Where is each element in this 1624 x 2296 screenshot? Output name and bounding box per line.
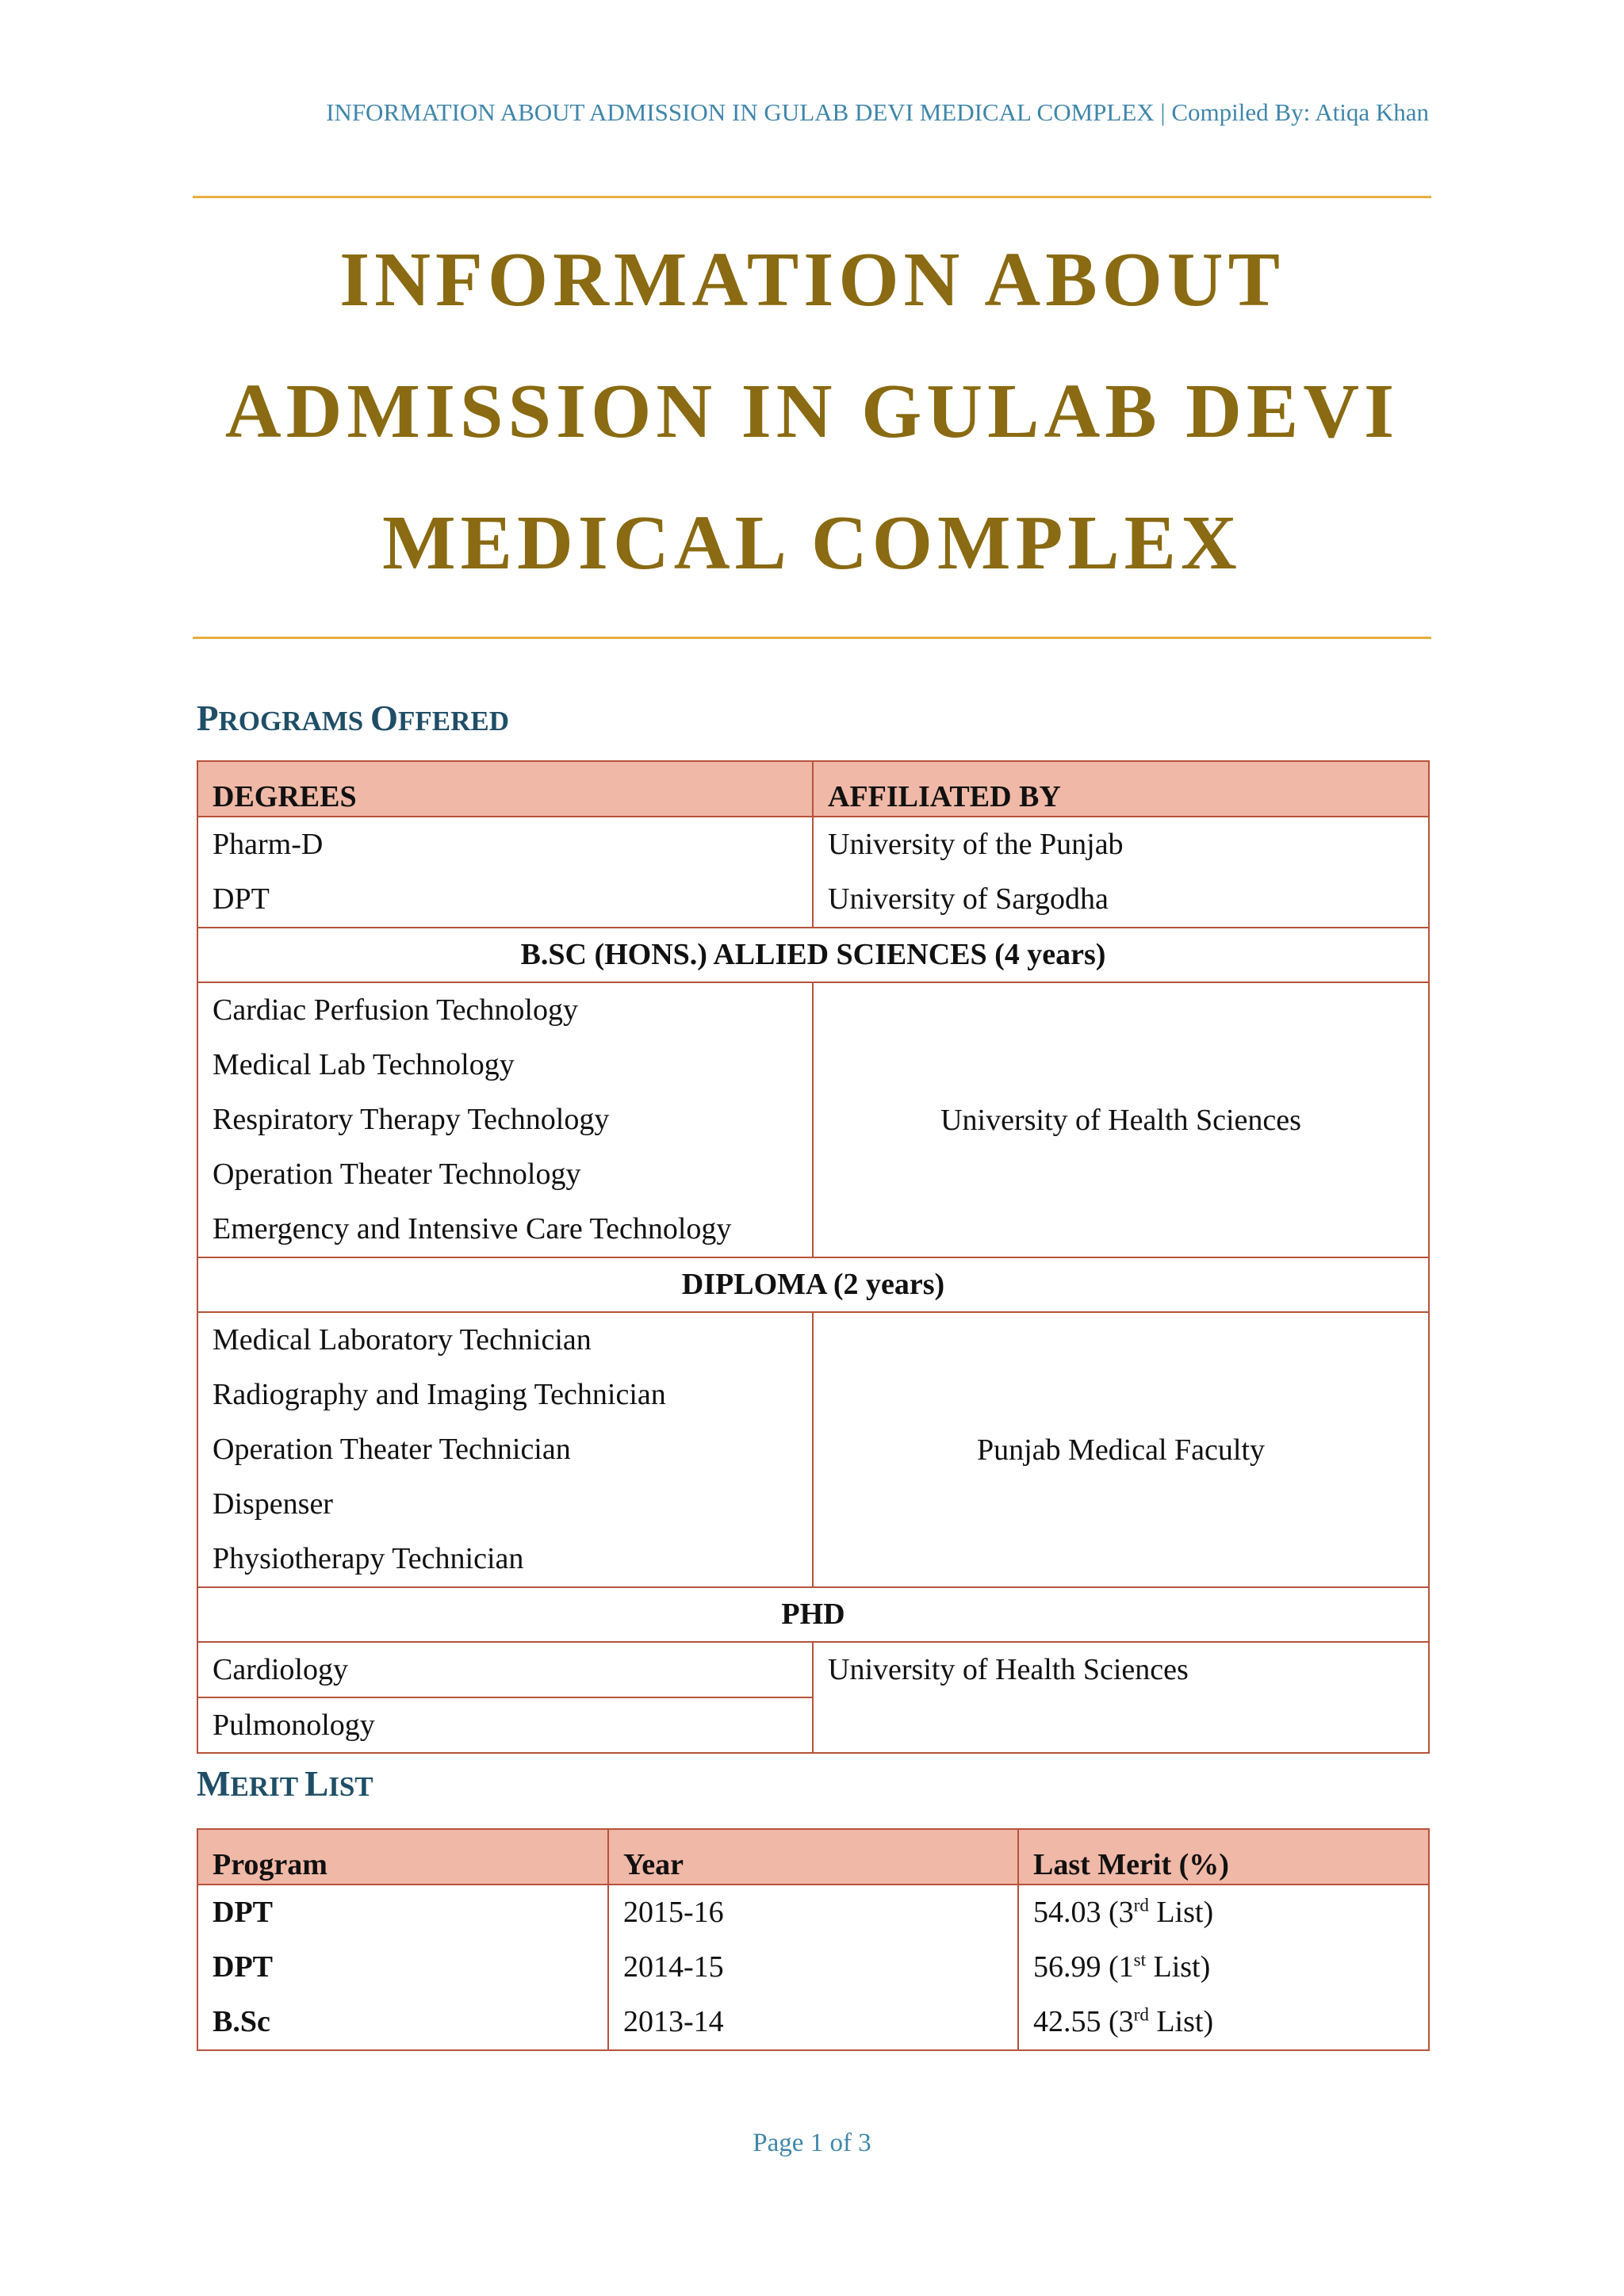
- list-item: Cardiology: [213, 1653, 348, 1686]
- programs-heading: PROGRAMS OFFERED: [197, 698, 510, 738]
- table-row: [197, 1312, 1429, 1587]
- phd-affiliation: University of Health Sciences: [828, 1653, 1189, 1686]
- merit-year: 2014-15: [623, 1950, 724, 1984]
- title-rule: [193, 637, 1431, 639]
- degree-name: Pharm-D: [213, 828, 324, 861]
- list-item: Respiratory Therapy Technology: [213, 1103, 610, 1136]
- list-item: Medical Lab Technology: [213, 1048, 515, 1081]
- list-item: Medical Laboratory Technician: [213, 1323, 592, 1357]
- merit-value: 54.03 (3rd List): [1033, 1895, 1214, 1929]
- bsc-heading: B.SC (HONS.) ALLIED SCIENCES (4 years): [197, 928, 1429, 982]
- list-item: Dispenser: [213, 1487, 333, 1521]
- merit-value: 42.55 (3rd List): [1033, 2004, 1214, 2038]
- col-header-degrees: DEGREES: [197, 761, 813, 817]
- merit-program: B.Sc: [213, 2005, 270, 2038]
- list-item: Cardiac Perfusion Technology: [213, 993, 578, 1027]
- col-header-affiliated: AFFILIATED BY: [813, 761, 1429, 817]
- col-header-program: Program: [197, 1829, 608, 1885]
- title-line-2: ADMISSION IN GULAB DEVI: [224, 369, 1400, 454]
- title-line-3: MEDICAL COMPLEX: [382, 500, 1242, 586]
- degree-affiliation: University of Sargodha: [828, 882, 1109, 916]
- programs-table: [197, 760, 1430, 1754]
- merit-table: [197, 1828, 1430, 2051]
- degree-affiliation: University of the Punjab: [828, 828, 1124, 861]
- table-row: [197, 982, 1429, 1257]
- title-line-1: INFORMATION ABOUT: [339, 237, 1285, 323]
- table-row: [197, 1642, 1429, 1753]
- col-header-merit: Last Merit (%): [1018, 1829, 1429, 1885]
- list-item: Operation Theater Technology: [213, 1158, 581, 1191]
- list-item: Physiotherapy Technician: [213, 1542, 524, 1575]
- col-header-year: Year: [608, 1829, 1018, 1885]
- merit-year: 2015-16: [623, 1896, 724, 1929]
- merit-value: 56.99 (1st List): [1033, 1950, 1211, 1984]
- page-number: Page 1 of 3: [753, 2129, 871, 2157]
- list-item: Operation Theater Technician: [213, 1433, 571, 1466]
- merit-year: 2013-14: [623, 2005, 724, 2038]
- diploma-heading: DIPLOMA (2 years): [197, 1257, 1429, 1312]
- merit-program: DPT: [213, 1896, 273, 1929]
- list-item: Pulmonology: [198, 1697, 812, 1752]
- list-item: Radiography and Imaging Technician: [213, 1378, 666, 1411]
- document-title: [193, 214, 1431, 609]
- table-row: [197, 1885, 1429, 2050]
- table-row: [197, 817, 1429, 928]
- merit-list-heading: MERIT LIST: [197, 1764, 373, 1804]
- header-rule: [193, 196, 1431, 198]
- diploma-affiliation: Punjab Medical Faculty: [813, 1312, 1429, 1587]
- merit-program: DPT: [213, 1950, 273, 1984]
- bsc-affiliation: University of Health Sciences: [813, 982, 1429, 1257]
- running-header: INFORMATION ABOUT ADMISSION IN GULAB DEVI MEDICAL COMPLEX | Compiled By: Atiqa Khan: [326, 98, 1429, 126]
- degree-name: DPT: [213, 882, 270, 916]
- phd-heading: PHD: [197, 1587, 1429, 1642]
- list-item: Emergency and Intensive Care Technology: [213, 1212, 732, 1246]
